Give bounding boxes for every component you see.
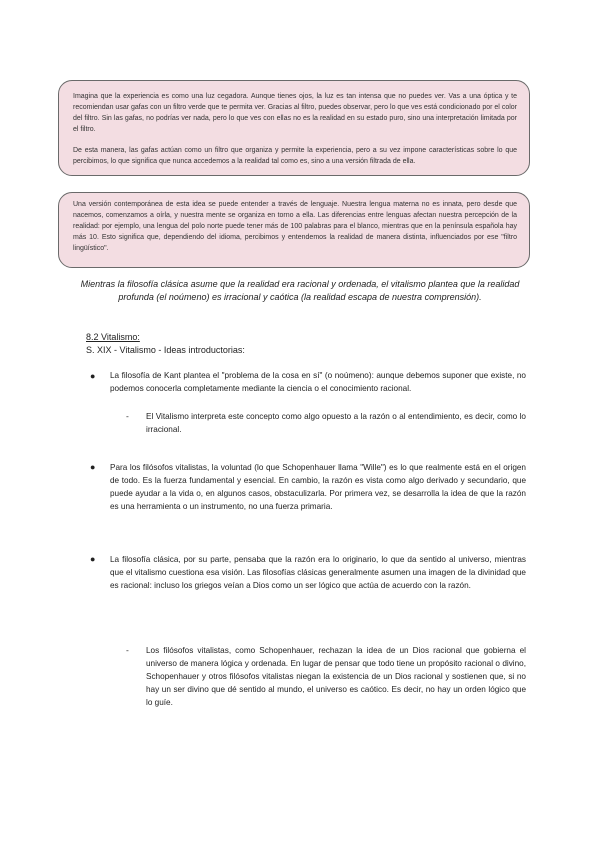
analogy-box-language	[58, 192, 530, 268]
analogy-paragraph-2: De esta manera, las gafas actúan como un filtro que organiza y permite la experiencia, pero a su vez impone características sobre lo que percibimos, lo que significa que nunca accedemos a la realidad tal como es, sino a una versión filtrada de ella.	[73, 147, 517, 165]
bullet-marker-3: ●	[90, 554, 96, 564]
dash-marker-1: -	[126, 411, 129, 421]
section-subtitle: S. XIX - Vitalismo - Ideas introductorias:	[86, 345, 245, 355]
sub-item-dios-racional: Los filósofos vitalistas, como Schopenhauer, rechazan la idea de un Dios racional que gobierna el universo de manera lógica y ordenada. En lugar de pensar que todo tiene un propósito racional o divino, Schopenhauer y otros filósofos vitalistas niegan la existencia de un Dios racional y sostienen que, si no hay un ser divino que dé sentido al mundo, el universo es caótico. Es decir, no hay un orden lógico que lo guíe.	[146, 646, 526, 707]
dash-marker-2: -	[126, 645, 129, 655]
section-title: 8.2 Vitalismo:	[86, 332, 140, 342]
analogy-box-glasses	[58, 80, 530, 176]
bullet-voluntad: Para los filósofos vitalistas, la voluntad (lo que Schopenhauer llama "Wille") es lo que realmente está en el origen de todo. Es la fuerza fundamental y esencial. En cambio, la razón es vista como algo derivado y secundario, que puede ayudar a la vida o, en algunos casos, obstaculizarla. Por primera vez, se desarrolla la idea de que la razón es una herramienta o un instrumento, no una fuerza primaria.	[110, 463, 526, 511]
analogy-paragraph-1: Imagina que la experiencia es como una luz cegadora. Aunque tienes ojos, la luz es tan intensa que no puedes ver. Vas a una óptica y te recomiendan usar gafas con un filtro verde que te permita ver. Gracias al filtro, puedes observar, pero lo que ves está condicionado por el color del filtro. Sin las gafas, no podrías ver nada, pero lo que ves con ellas no es la realidad en su estado puro, sino una interpretación limitada por el filtro.	[73, 93, 517, 133]
intro-statement: Mientras la filosofía clásica asume que la realidad era racional y ordenada, el vitalismo plantea que la realidad profunda (el noúmeno) es irracional y caótica (la realidad escapa de nuestra comprensión).	[80, 279, 520, 302]
bullet-filosofia-clasica: La filosofía clásica, por su parte, pensaba que la razón era lo originario, lo que da sentido al universo, mientras que el vitalismo cuestiona esa visión. Las filosofías clásicas generalmente asumen una imagen de la divinidad que es racional: incluso los griegos veían a Dios como un ser lógico que actúa de acuerdo con la razón.	[110, 555, 526, 590]
bullet-kant: La filosofía de Kant plantea el "problema de la cosa en sí" (o noúmeno): aunque debemos suponer que existe, no podemos conocerla completamente mediante la ciencia o el conocimiento racional.	[110, 371, 526, 393]
bullet-marker-2: ●	[90, 462, 96, 472]
bullet-marker-1: ●	[90, 371, 96, 381]
language-paragraph: Una versión contemporánea de esta idea se puede entender a través de lenguaje. Nuestra lengua materna no es innata, pero desde que nacemos, comenzamos a oírla, y nuestra mente se organiza en torno a ella. Las diferencias entre lenguas afectan nuestra percepción de la realidad: por ejemplo, una lengua del polo norte puede tener más de 100 palabras para el blanco, mientras que en la península española hay más 10. Esto significa que, dependiendo del idioma, percibimos y entendemos la realidad de manera distinta, influenciados por ese "filtro lingüístico".	[73, 201, 517, 252]
sub-item-vitalismo: El Vitalismo interpreta este concepto como algo opuesto a la razón o al entendimiento, es decir, como lo irracional.	[146, 412, 526, 434]
